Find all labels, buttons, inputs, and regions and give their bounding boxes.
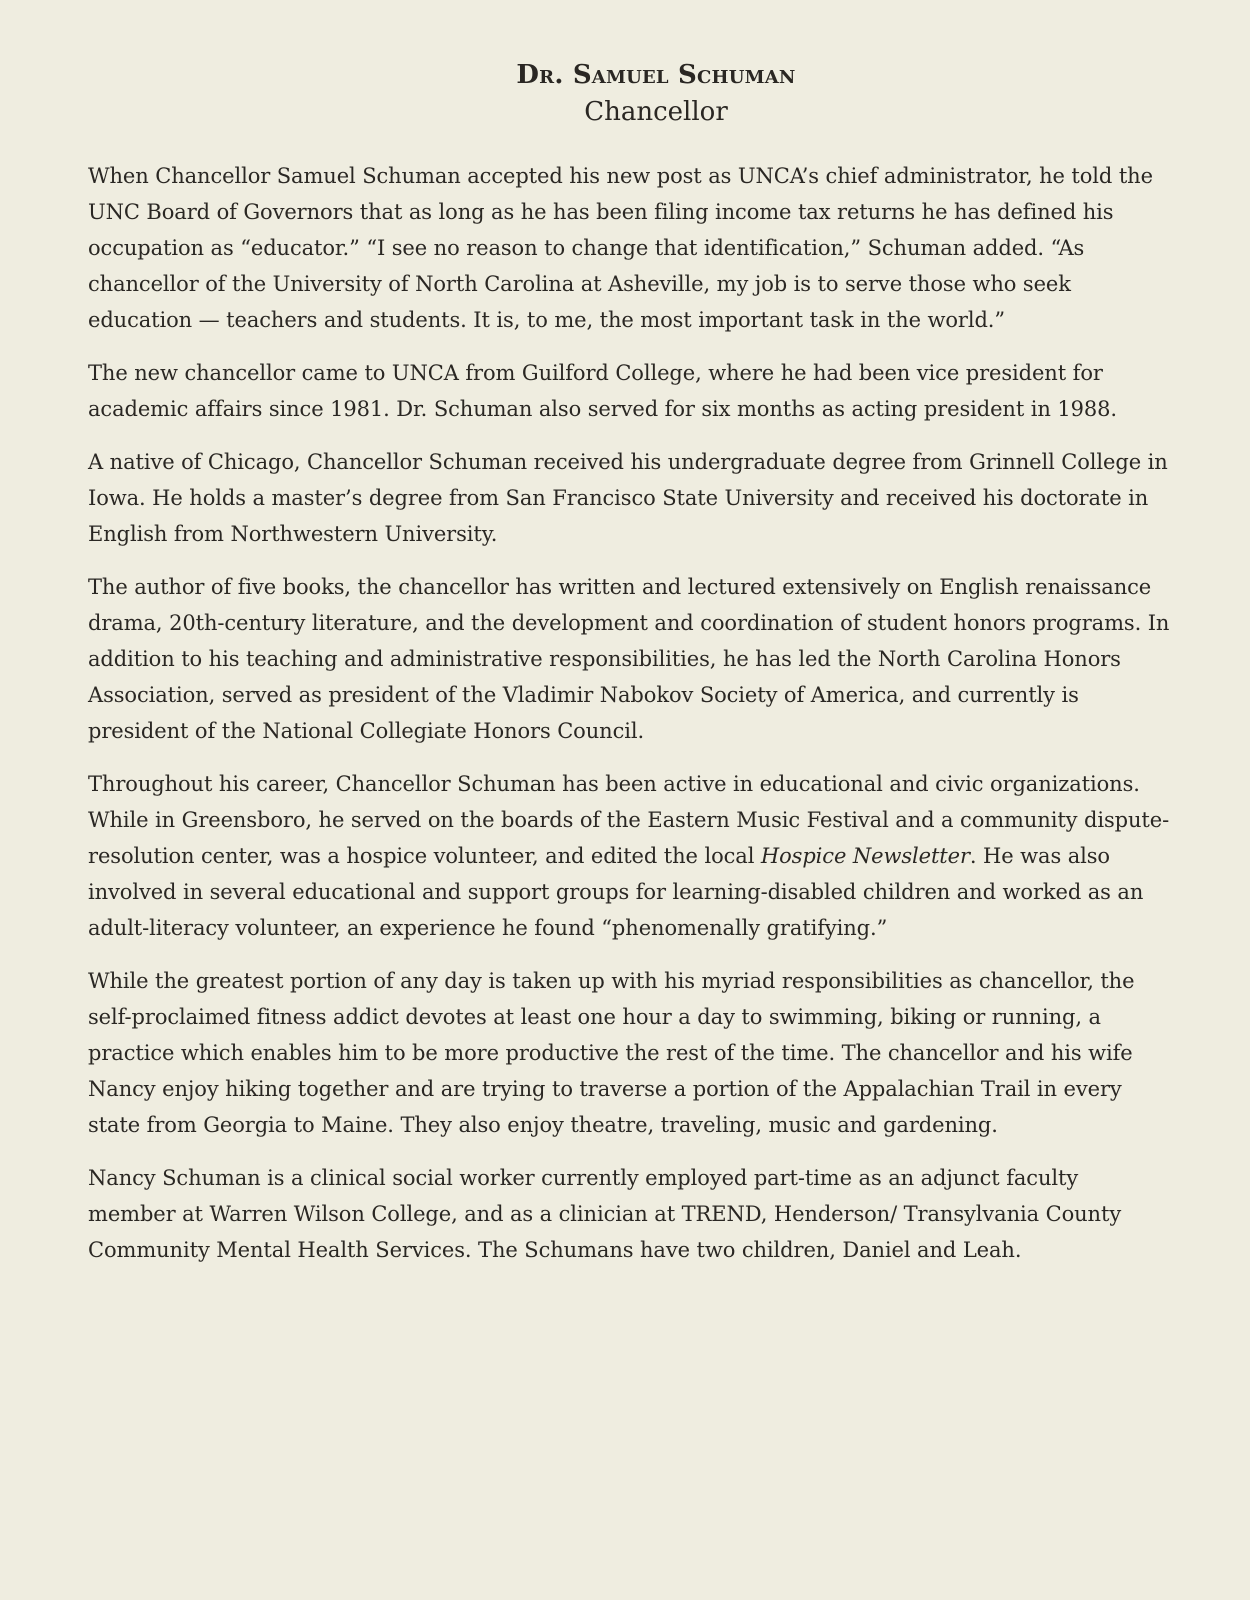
person-title: Chancellor [584,97,728,127]
paragraph-text: Throughout his career, Chancellor Schuman has been active in educational and civic organizations. While in Greensboro, he served on the boards of the Eastern Music Festival and a community dispute-resolution center, was a hospice volunteer, and edited the local [88,772,1170,868]
paragraph-text: . He was also involved in several educational and support groups for learning-disabled children and worked as an adult-literacy volunteer, an experience he found “phenomenally gratifying.” [88,844,1144,940]
paragraph: While the greatest portion of any day is taken up with his myriad responsibilities as chancellor, the self-proclaimed fitness addict devotes at least one hour a day to swimming, biking or running, a practice which enables him to be more productive the rest of the time. The chancellor and his wife Nancy enjoy hiking together and are trying to traverse a portion of the Appalachian Trail in every state from Georgia to Maine. They also enjoy theatre, traveling, music and gardening. [88,969,1135,1137]
paragraph: Nancy Schuman is a clinical social worker currently employed part-time as an adjunct faculty member at Warren Wilson College, and as a clinician at TREND, Henderson/ Transylvania County Community Mental Health Services. The Schumans have two children, Daniel and Leah. [88,1166,1122,1262]
paragraph: The author of five books, the chancellor has written and lectured extensively on English renaissance drama, 20th-century literature, and the development and coordination of student honors programs. In addition to his teaching and administrative responsibilities, he has led the North Carolina Honors Association, served as president of the Vladimir Nabokov Society of America, and currently is president of the National Collegiate Honors Council. [88,575,1170,743]
paragraph: When Chancellor Samuel Schuman accepted his new post as UNCA’s chief administrator, he told the UNC Board of Governors that as long as he has been filing income tax returns he has defined his occupation as “educator.” “I see no reason to change that identification,” Schuman added. “As chancellor of the University of North Carolina at Asheville, my job is to serve those who seek education — teachers and students. It is, to me, the most important task in the world.” [88,164,1153,332]
paragraph [88,766,1172,946]
person-name: Dr. Samuel Schuman [516,60,796,90]
paragraph: The new chancellor came to UNCA from Guilford College, where he had been vice president for academic affairs since 1981. Dr. Schuman also served for six months as acting president in 1988. [88,361,1117,421]
newsletter-title: Hospice Newsletter [760,844,970,868]
biography-body [88,158,1172,1268]
page-header [140,56,1172,130]
paragraph: A native of Chicago, Chancellor Schuman received his undergraduate degree from Grinnell College in Iowa. He holds a master’s degree from San Francisco State University and received his doctorate in English from Northwestern University. [88,450,1168,546]
